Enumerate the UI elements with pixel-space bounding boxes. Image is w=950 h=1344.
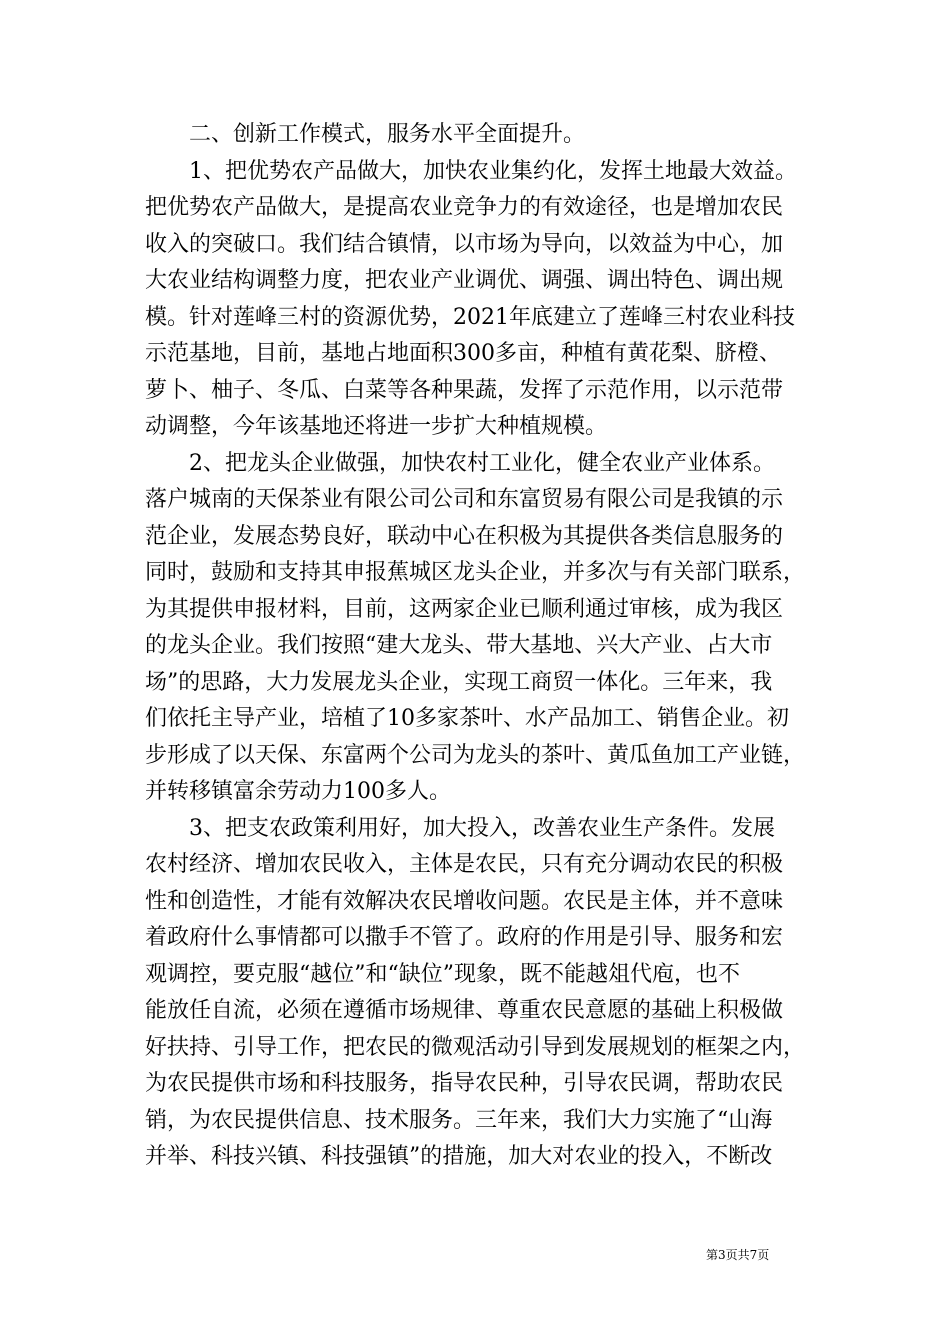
paragraph-line: 示范基地，目前，基地占地面积300多亩，种植有黄花梨、脐橙、 <box>145 341 781 366</box>
page-number: 第3页共7页 <box>706 1248 770 1262</box>
paragraph-line: 萝卜、柚子、冬瓜、白菜等各种果蔬，发挥了示范作用，以示范带 <box>145 377 784 403</box>
paragraph-line: 并举、科技兴镇、科技强镇”的措施，加大对农业的投入，不断改 <box>145 1144 773 1169</box>
paragraph-line: 为其提供申报材料，目前，这两家企业已顺利通过审核，成为我区 <box>145 596 784 622</box>
paragraph-line: 把优势农产品做大，是提高农业竞争力的有效途径，也是增加农民 <box>145 195 784 220</box>
paragraph-line: 好扶持、引导工作，把农民的微观活动引导到发展规划的框架之内， <box>145 1034 806 1060</box>
paragraph-line: 着政府什么事情都可以撒手不管了。政府的作用是引导、服务和宏 <box>145 925 784 950</box>
paragraph-line: 模。针对莲峰三村的资源优势，2021年底建立了莲峰三村农业科技 <box>145 304 795 330</box>
paragraph-line: 1、把优势农产品做大，加快农业集约化，发挥土地最大效益。 <box>189 158 797 184</box>
paragraph-line: 场”的思路，大力发展龙头企业，实现工商贸一体化。三年来，我 <box>145 669 773 695</box>
paragraph-line: 农村经济、增加农民收入，主体是农民，只有充分调动农民的积极 <box>145 852 784 877</box>
paragraph-line: 的龙头企业。我们按照“建大龙头、带大基地、兴大产业、占大市 <box>145 633 773 658</box>
paragraph-line: 3、把支农政策利用好，加大投入，改善农业生产条件。发展 <box>189 815 775 841</box>
paragraph-line: 动调整，今年该基地还将进一步扩大种植规模。 <box>145 414 608 439</box>
paragraph-line: 为农民提供市场和科技服务，指导农民种，引导农民调，帮助农民 <box>145 1071 784 1096</box>
paragraph-line: 销，为农民提供信息、技术服务。三年来，我们大力实施了“山海 <box>145 1107 773 1133</box>
paragraph-line: 落户城南的天保茶业有限公司公司和东富贸易有限公司是我镇的示 <box>145 487 784 512</box>
paragraph-line: 大农业结构调整力度，把农业产业调优、调强、调出特色、调出规 <box>145 268 784 293</box>
paragraph-line: 能放任自流，必须在遵循市场规律、尊重农民意愿的基础上积极做 <box>145 998 784 1023</box>
paragraph-line: 2、把龙头企业做强，加快农村工业化，健全农业产业体系。 <box>189 450 775 476</box>
paragraph-line: 并转移镇富余劳动力100多人。 <box>145 779 451 804</box>
paragraph-line: 范企业，发展态势良好，联动中心在积极为其提供各类信息服务的 <box>145 523 784 549</box>
paragraph-line: 观调控，要克服“越位”和“缺位”现象，既不能越俎代庖，也不 <box>145 961 740 987</box>
paragraph-line: 性和创造性，才能有效解决农民增收问题。农民是主体，并不意味 <box>145 888 784 914</box>
paragraph-line: 们依托主导产业，培植了10多家茶叶、水产品加工、销售企业。初 <box>145 706 789 731</box>
section-heading: 二、创新工作模式，服务水平全面提升。 <box>189 122 586 147</box>
paragraph-line: 步形成了以天保、东富两个公司为龙头的茶叶、黄瓜鱼加工产业链， <box>145 742 806 768</box>
paragraph-line: 收入的突破口。我们结合镇情，以市场为导向，以效益为中心，加 <box>145 231 784 257</box>
document-body <box>145 117 808 1176</box>
paragraph-line: 同时，鼓励和支持其申报蕉城区龙头企业，并多次与有关部门联系， <box>145 560 806 585</box>
